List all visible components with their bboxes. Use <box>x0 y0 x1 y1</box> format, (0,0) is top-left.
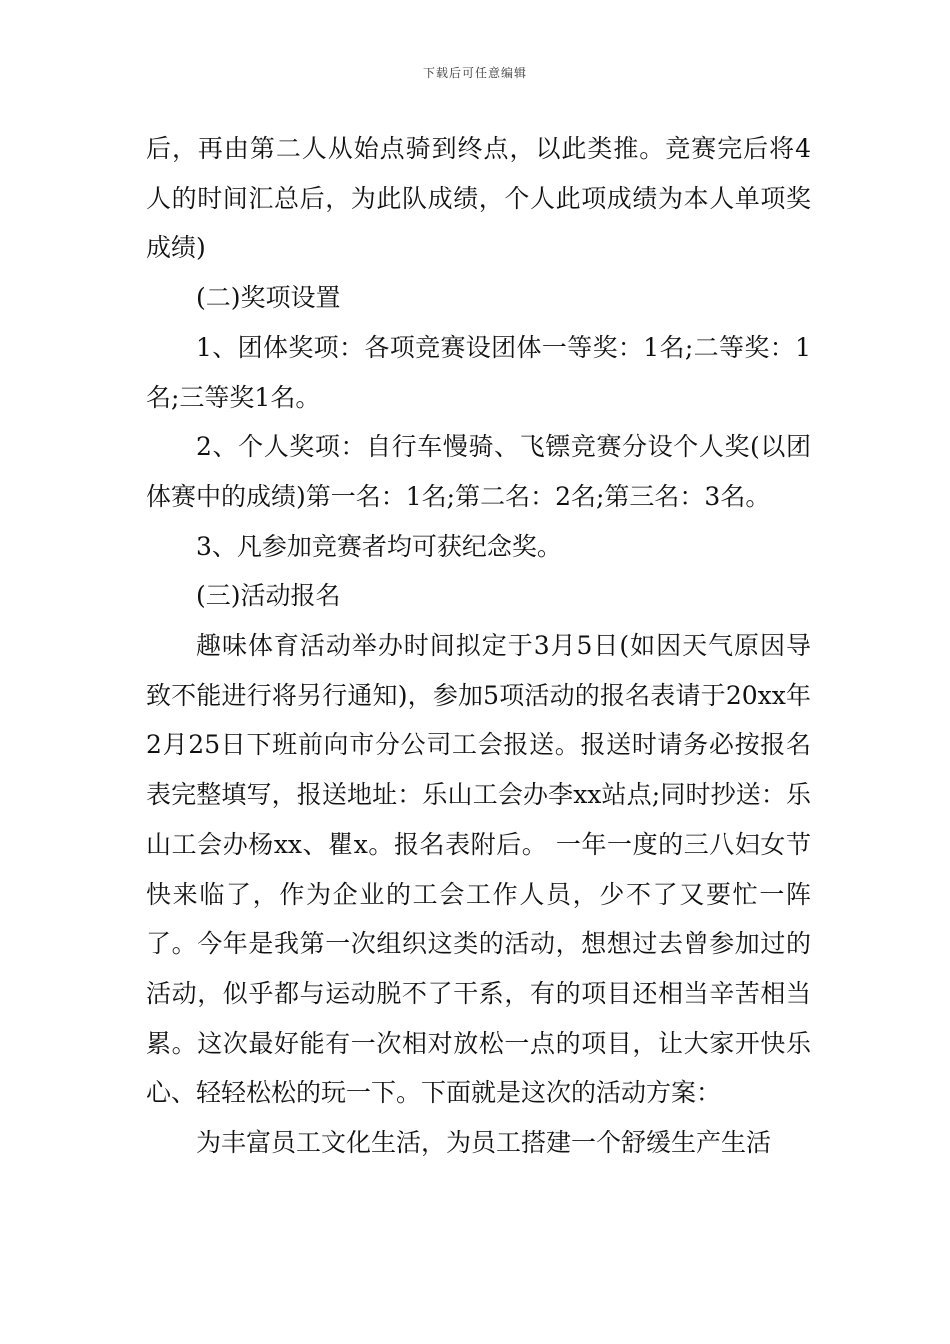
document-body <box>146 124 811 1168</box>
paragraph-registration-details: 趣味体育活动举办时间拟定于3月5日(如因天气原因导致不能进行将另行通知)，参加5项活动的报名表请于20xx年2月25日下班前向市分公司工会报送。报送时请务必按报名表完整填写，报送地址：乐山工会办李xx站点;同时抄送：乐山工会办杨xx、瞿x。报名表附后。 一年一度的三八妇女节快来临了，作为企业的工会工作人员，少不了又要忙一阵了。今年是我第一次组织这类的活动，想想过去曾参加过的活动，似乎都与运动脱不了干系，有的项目还相当辛苦相当累。这次最好能有一次相对放松一点的项目，让大家开快乐心、轻轻松松的玩一下。下面就是这次的活动方案： <box>146 631 811 1108</box>
section-heading-awards: (二)奖项设置 <box>196 283 341 313</box>
paragraph-individual-awards: 2、个人奖项：自行车慢骑、飞镖竞赛分设个人奖(以团体赛中的成绩)第一名：1名;第二名：2名;第三名：3名。 <box>146 432 811 511</box>
paragraph-team-awards: 1、团体奖项：各项竞赛设团体一等奖：1名;二等奖：1名;三等奖1名。 <box>146 332 811 412</box>
paragraph-souvenir-award: 3、凡参加竞赛者均可获纪念奖。 <box>196 531 562 561</box>
paragraph-purpose: 为丰富员工文化生活，为员工搭建一个舒缓生产生活 <box>196 1128 772 1158</box>
page-header: 下载后可任意编辑 <box>422 66 527 80</box>
paragraph-1: 后，再由第二人从始点骑到终点，以此类推。竞赛完后将4人的时间汇总后，为此队成绩，个人此项成绩为本人单项奖成绩) <box>146 134 811 263</box>
section-heading-registration: (三)活动报名 <box>196 581 341 611</box>
